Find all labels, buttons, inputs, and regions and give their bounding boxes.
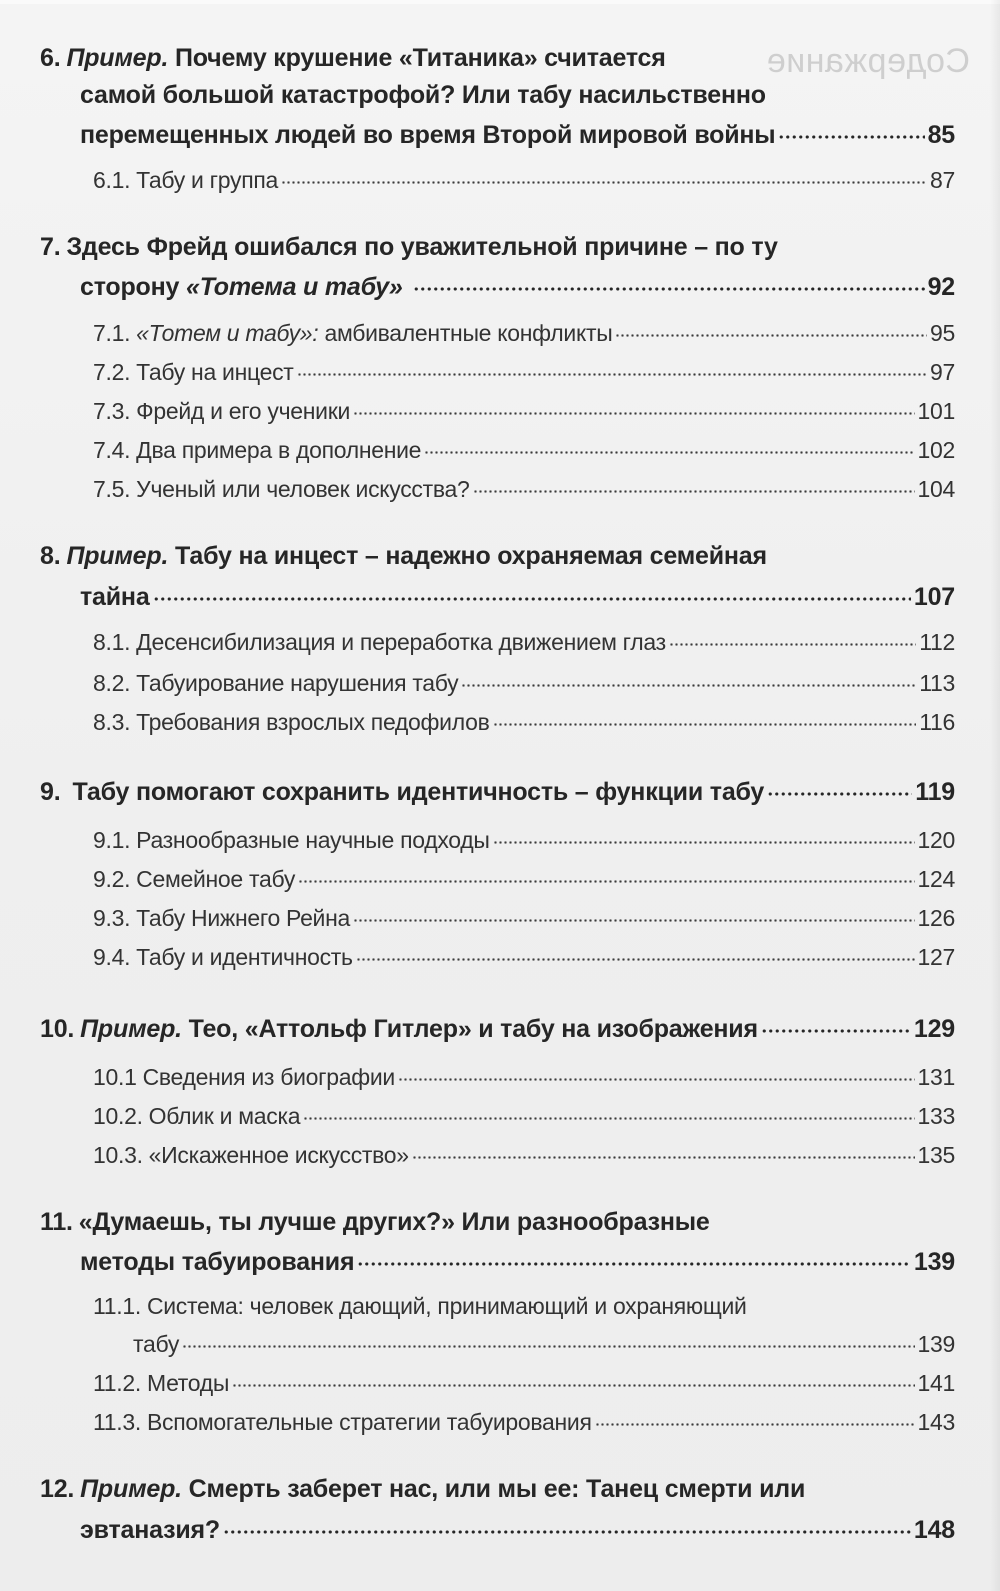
page-number: 85 xyxy=(927,121,955,149)
chapter-title-line: Здесь Фрейд ошибался по уважительной причине – по ту xyxy=(66,233,778,261)
section-number: 11.3. xyxy=(93,1409,141,1435)
page-number: 104 xyxy=(917,476,955,502)
section-title: Табуирование нарушения табу xyxy=(136,670,459,696)
dot-leader xyxy=(461,668,916,691)
section-number: 7.4. xyxy=(93,437,131,463)
page-number: 116 xyxy=(919,709,955,735)
section-title: Десенсибилизация и переработка движением глаз xyxy=(136,629,666,655)
section-title: Вспомогательные стратегии табуирования xyxy=(146,1409,592,1435)
chapter-number: 8. xyxy=(40,542,61,570)
chapter-title-line: методы табуирования xyxy=(80,1248,355,1276)
dot-leader xyxy=(297,357,928,380)
page-number: 148 xyxy=(913,1516,955,1544)
toc-line xyxy=(93,1101,955,1130)
chapter-number: 11. xyxy=(40,1208,73,1236)
toc-line xyxy=(93,668,955,697)
section-title: Разнообразные научные подходы xyxy=(136,827,490,853)
toc-line xyxy=(80,1245,955,1277)
toc-line xyxy=(93,864,955,893)
section-title: Требования взрослых педофилов xyxy=(136,709,490,735)
dot-leader xyxy=(232,1368,914,1391)
section-number: 7.2. xyxy=(93,359,131,385)
section-title: Семейное табу xyxy=(136,866,296,892)
dot-leader xyxy=(413,270,925,295)
chapter-number: 6. xyxy=(40,44,61,72)
section-number: 10.1 xyxy=(93,1064,137,1090)
toc-line xyxy=(80,1513,955,1545)
toc-line xyxy=(40,1012,955,1044)
section-title-italic: «Тотем и табу»: xyxy=(136,320,319,346)
section-title: Облик и маска xyxy=(148,1103,301,1129)
toc-line xyxy=(93,825,955,854)
page-number: 107 xyxy=(913,583,955,611)
toc-line xyxy=(93,474,955,503)
dot-leader xyxy=(615,318,927,341)
dot-leader xyxy=(353,903,915,926)
section-number: 9.3. xyxy=(93,905,131,931)
section-title: «Искаженное искусство» xyxy=(148,1142,409,1168)
section-title-line: Система: человек дающий, принимающий и охраняющий xyxy=(146,1293,747,1319)
chapter-title-line: самой большой катастрофой? Или табу насильственно xyxy=(80,81,766,109)
dot-leader xyxy=(595,1407,915,1430)
section-number: 9.1. xyxy=(93,827,131,853)
bleed-through-title: Содержание xyxy=(766,42,970,80)
toc-line xyxy=(93,396,955,425)
dot-leader xyxy=(398,1062,915,1085)
section-number: 11.1. xyxy=(93,1293,141,1319)
toc-line xyxy=(93,942,955,971)
page-number: 92 xyxy=(927,273,955,301)
chapter-title-line: тайна xyxy=(80,583,150,611)
page-number: 129 xyxy=(913,1015,955,1043)
dot-leader xyxy=(767,775,912,800)
page-number: 127 xyxy=(917,944,955,970)
toc-line xyxy=(93,903,955,932)
chapter-title-line: Почему крушение «Титаника» считается xyxy=(174,44,666,72)
section-title: Фрейд и его ученики xyxy=(136,398,351,424)
dot-leader xyxy=(357,1245,911,1270)
page-number: 120 xyxy=(917,827,955,853)
toc-line xyxy=(80,270,955,302)
page-number: 101 xyxy=(917,398,955,424)
page-number: 124 xyxy=(917,866,955,892)
page-number: 141 xyxy=(917,1370,955,1396)
section-title: Методы xyxy=(146,1370,230,1396)
toc-line xyxy=(93,627,955,656)
section-number: 11.2. xyxy=(93,1370,141,1396)
dot-leader xyxy=(493,707,917,730)
dot-leader xyxy=(153,580,911,605)
page-number: 97 xyxy=(930,359,955,385)
dot-leader xyxy=(778,118,924,143)
section-number: 7.3. xyxy=(93,398,131,424)
page-number: 135 xyxy=(917,1142,955,1168)
page-number: 113 xyxy=(919,670,955,696)
toc-line xyxy=(93,435,955,464)
page-edge-shadow xyxy=(990,0,1000,1591)
dot-leader xyxy=(493,825,915,848)
chapter-title-line: Смерть заберет нас, или мы ее: Танец смерти или xyxy=(188,1475,806,1503)
dot-leader xyxy=(281,165,927,188)
section-number: 10.3. xyxy=(93,1142,143,1168)
page-number: 112 xyxy=(919,629,955,655)
dot-leader xyxy=(412,1140,915,1163)
toc-line xyxy=(93,1140,955,1169)
page-number: 143 xyxy=(917,1409,955,1435)
chapter-label-italic: Пример. xyxy=(80,1015,182,1043)
chapter-title-line: перемещенных людей во время Второй мировой войны xyxy=(80,121,776,149)
chapter-label-italic: Пример. xyxy=(66,542,169,570)
chapter-number: 9. xyxy=(40,778,61,806)
section-number: 7.5. xyxy=(93,476,131,502)
toc-line xyxy=(93,707,955,736)
chapter-label-italic: Пример. xyxy=(66,44,169,72)
page-number: 139 xyxy=(913,1248,955,1276)
toc-line xyxy=(93,357,955,386)
section-title: Табу и идентичность xyxy=(136,944,353,970)
toc-line xyxy=(133,1329,955,1358)
dot-leader xyxy=(424,435,914,458)
section-number: 10.2. xyxy=(93,1103,143,1129)
dot-leader xyxy=(669,627,916,650)
section-title: Ученый или человек искусства? xyxy=(136,476,470,502)
section-number: 9.2. xyxy=(93,866,131,892)
section-number: 6.1. xyxy=(93,167,131,193)
section-number: 8.2. xyxy=(93,670,131,696)
dot-leader xyxy=(761,1012,911,1037)
dot-leader xyxy=(356,942,915,965)
chapter-number: 10. xyxy=(40,1015,75,1043)
toc-line xyxy=(40,542,767,571)
dot-leader xyxy=(223,1513,911,1538)
section-title: Табу на инцест xyxy=(136,359,294,385)
toc-line xyxy=(80,118,955,150)
toc-line xyxy=(40,1208,710,1237)
chapter-number: 12. xyxy=(40,1475,75,1503)
section-number: 8.1. xyxy=(93,629,131,655)
toc-line xyxy=(80,81,766,110)
dot-leader xyxy=(353,396,914,419)
section-title: амбивалентные конфликты xyxy=(318,320,613,346)
page-top-edge xyxy=(0,0,1000,4)
dot-leader xyxy=(182,1329,914,1352)
toc-line xyxy=(40,775,955,807)
section-title: Табу Нижнего Рейна xyxy=(136,905,351,931)
chapter-title-line: Тео, «Аттольф Гитлер» и табу на изображения xyxy=(188,1015,758,1043)
chapter-title-line: сторону xyxy=(80,273,186,301)
toc-line xyxy=(93,1368,955,1397)
section-title: Табу и группа xyxy=(136,167,278,193)
page-number: 126 xyxy=(917,905,955,931)
section-title: Сведения из биографии xyxy=(142,1064,395,1090)
toc-line xyxy=(80,580,955,612)
page-number: 119 xyxy=(915,778,955,806)
chapter-title-italic: «Тотема и табу» xyxy=(185,273,403,301)
toc-line xyxy=(93,165,955,194)
chapter-label-italic: Пример. xyxy=(80,1475,182,1503)
section-number: 9.4. xyxy=(93,944,131,970)
toc-line xyxy=(93,1293,747,1320)
toc-line xyxy=(93,1062,955,1091)
section-title: Два примера в дополнение xyxy=(136,437,422,463)
toc-line xyxy=(40,44,666,73)
chapter-number: 7. xyxy=(40,233,61,261)
page-number: 102 xyxy=(917,437,955,463)
toc-line xyxy=(93,318,955,347)
page-number: 131 xyxy=(917,1064,955,1090)
chapter-title-line: «Думаешь, ты лучше других?» Или разнообразные xyxy=(78,1208,710,1236)
dot-leader xyxy=(473,474,915,497)
section-number: 8.3. xyxy=(93,709,131,735)
page-number: 95 xyxy=(930,320,955,346)
section-title-line: табу xyxy=(133,1331,180,1357)
page-number: 133 xyxy=(917,1103,955,1129)
toc-line xyxy=(40,1475,805,1504)
chapter-title-line: эвтаназия? xyxy=(80,1516,220,1544)
page-number: 139 xyxy=(917,1331,955,1357)
section-number: 7.1. xyxy=(93,320,131,346)
toc-line xyxy=(40,233,778,262)
chapter-title-line: Табу помогают сохранить идентичность – функции табу xyxy=(72,778,765,806)
toc-line xyxy=(93,1407,955,1436)
chapter-title-line: Табу на инцест – надежно охраняемая семейная xyxy=(174,542,767,570)
dot-leader xyxy=(303,1101,914,1124)
page-number: 87 xyxy=(930,167,955,193)
dot-leader xyxy=(298,864,914,887)
